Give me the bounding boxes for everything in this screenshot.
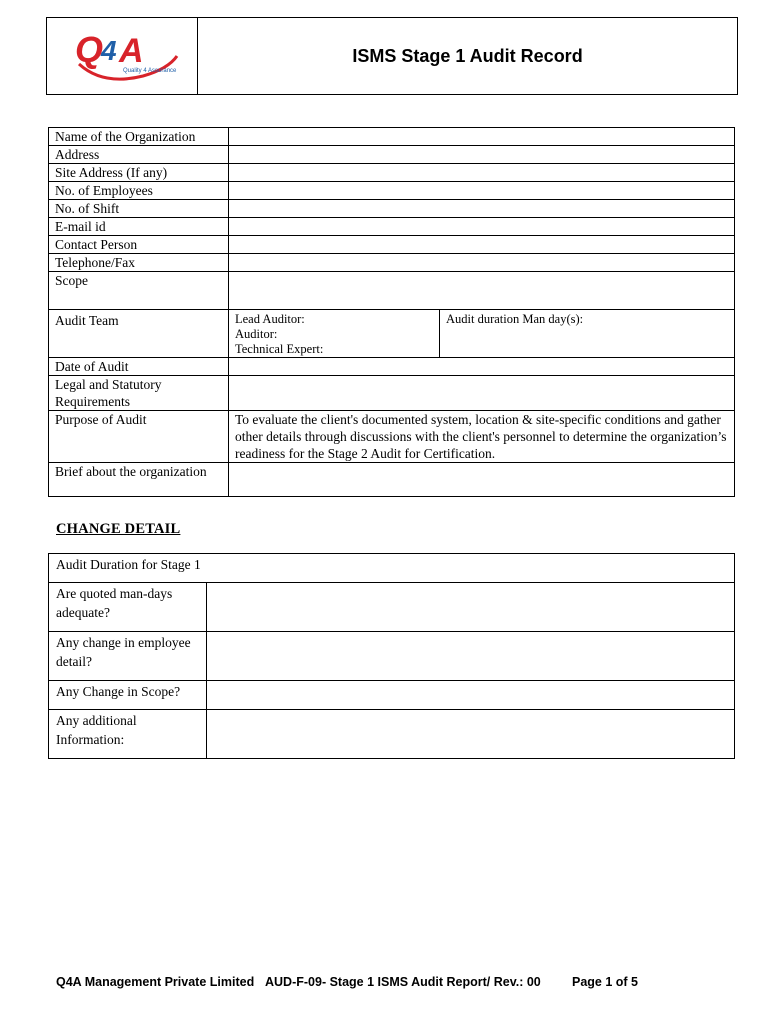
svg-text:A: A <box>119 32 144 70</box>
brief-label: Brief about the organization <box>49 463 229 497</box>
footer-doc-ref: AUD-F-09- Stage 1 ISMS Audit Report/ Rev.: 00 <box>265 975 541 989</box>
org-name-label: Name of the Organization <box>49 128 229 146</box>
scope-field[interactable] <box>229 272 735 310</box>
audit-duration-cell[interactable] <box>440 310 735 358</box>
employee-change-label: Any change in employee detail? <box>49 632 207 681</box>
shift-field[interactable] <box>229 200 735 218</box>
audit-duration-label: Audit duration Man day(s): <box>446 312 584 326</box>
technical-expert-label: Technical Expert: <box>235 342 324 356</box>
page-title: ISMS Stage 1 Audit Record <box>198 18 738 95</box>
site-address-label: Site Address (If any) <box>49 164 229 182</box>
contact-person-label: Contact Person <box>49 236 229 254</box>
logo-cell <box>47 18 198 95</box>
svg-text:4: 4 <box>101 35 117 66</box>
telephone-label: Telephone/Fax <box>49 254 229 272</box>
q4a-logo <box>73 24 183 86</box>
change-detail-heading: CHANGE DETAIL <box>56 521 181 537</box>
audit-team-label: Audit Team <box>49 310 229 358</box>
document-header <box>46 17 738 95</box>
brief-field[interactable] <box>229 463 735 497</box>
audit-team-members[interactable] <box>229 310 440 358</box>
purpose-label: Purpose of Audit <box>49 411 229 463</box>
employees-field[interactable] <box>229 182 735 200</box>
auditor-label: Auditor: <box>235 327 278 341</box>
address-field[interactable] <box>229 146 735 164</box>
legal-requirements-field[interactable] <box>229 376 735 411</box>
date-of-audit-label: Date of Audit <box>49 358 229 376</box>
additional-info-label: Any additional Information: <box>49 710 207 759</box>
legal-requirements-label: Legal and Statutory Requirements <box>49 376 229 411</box>
date-of-audit-field[interactable] <box>229 358 735 376</box>
additional-info-field[interactable] <box>207 710 735 759</box>
footer-company: Q4A Management Private Limited <box>56 975 255 989</box>
employees-label: No. of Employees <box>49 182 229 200</box>
employee-change-field[interactable] <box>207 632 735 681</box>
address-label: Address <box>49 146 229 164</box>
scope-label: Scope <box>49 272 229 310</box>
mandays-adequate-field[interactable] <box>207 583 735 632</box>
lead-auditor-label: Lead Auditor: <box>235 312 305 326</box>
organization-info-table <box>48 127 735 497</box>
scope-change-label: Any Change in Scope? <box>49 681 207 710</box>
org-name-field[interactable] <box>229 128 735 146</box>
email-field[interactable] <box>229 218 735 236</box>
footer-page-number: Page 1 of 5 <box>572 975 638 989</box>
telephone-field[interactable] <box>229 254 735 272</box>
shift-label: No. of Shift <box>49 200 229 218</box>
site-address-field[interactable] <box>229 164 735 182</box>
duration-stage1-label: Audit Duration for Stage 1 <box>49 554 735 583</box>
svg-text:Q: Q <box>75 29 104 70</box>
scope-change-field[interactable] <box>207 681 735 710</box>
mandays-adequate-label: Are quoted man-days adequate? <box>49 583 207 632</box>
contact-person-field[interactable] <box>229 236 735 254</box>
purpose-text: To evaluate the client's documented system, location & site-specific conditions and gather other details through discussions with the client's personnel to determine the organization’s readiness for the Stage 2 Audit for Certification. <box>229 411 735 463</box>
email-label: E-mail id <box>49 218 229 236</box>
change-detail-table <box>48 553 735 759</box>
svg-text:Quality 4 Assurance: Quality 4 Assurance <box>123 68 177 74</box>
